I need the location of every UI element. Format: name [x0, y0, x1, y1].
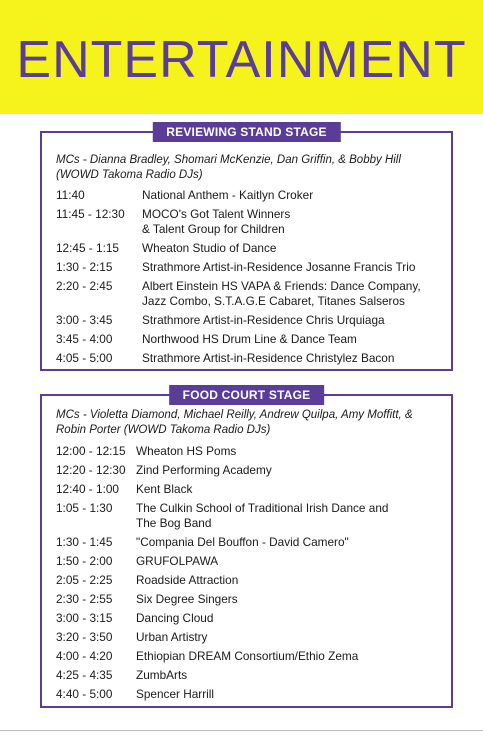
schedule-act: The Culkin School of Traditional Irish Dance and The Bog Band	[136, 501, 389, 530]
schedule-act: Urban Artistry	[136, 630, 208, 644]
food-court-stage-box	[40, 388, 453, 708]
schedule-row	[56, 444, 445, 459]
schedule-row	[56, 463, 445, 478]
schedule-act: MOCO's Got Talent Winners & Talent Group for Children	[142, 207, 291, 236]
schedule-time: 1:05 - 1:30	[56, 501, 113, 515]
mcs-note: MCs - Dianna Bradley, Shomari McKenzie, Dan Griffin, & Bobby Hill (WOWD Takoma Radio DJs)	[56, 154, 401, 181]
schedule-act: Albert Einstein HS VAPA & Friends: Dance Company, Jazz Combo, S.T.A.G.E Cabaret, Titanes Salseros	[142, 279, 421, 308]
stage-label: FOOD COURT STAGE	[169, 385, 325, 405]
schedule-act: Spencer Harrill	[136, 687, 215, 701]
schedule-list	[56, 444, 445, 706]
schedule-act: Dancing Cloud	[136, 611, 214, 625]
schedule-row	[56, 630, 445, 645]
schedule-time: 1:30 - 1:45	[56, 535, 113, 549]
schedule-time: 1:50 - 2:00	[56, 554, 113, 568]
schedule-act: Wheaton Studio of Dance	[142, 241, 277, 255]
schedule-act: National Anthem - Kaitlyn Croker	[142, 188, 314, 202]
schedule-time: 12:20 - 12:30	[56, 463, 126, 477]
schedule-row	[56, 241, 445, 256]
schedule-time: 12:45 - 1:15	[56, 241, 119, 255]
schedule-time: 3:00 - 3:45	[56, 313, 113, 327]
schedule-act: Kent Black	[136, 482, 193, 496]
schedule-time: 1:30 - 2:15	[56, 260, 113, 274]
stage-label: REVIEWING STAND STAGE	[152, 122, 340, 142]
mcs-note: MCs - Violetta Diamond, Michael Reilly, Andrew Quilpa, Amy Moffitt, & Robin Porter (WOWD Takoma Radio DJs)	[56, 409, 413, 436]
bottom-divider	[0, 730, 483, 731]
schedule-act: Roadside Attraction	[136, 573, 239, 587]
schedule-row	[56, 592, 445, 607]
schedule-row	[56, 351, 445, 366]
schedule-row	[56, 649, 445, 664]
schedule-row	[56, 501, 445, 531]
schedule-time: 2:05 - 2:25	[56, 573, 113, 587]
schedule-act: Six Degree Singers	[136, 592, 238, 606]
schedule-act: ZumbArts	[136, 668, 188, 682]
schedule-time: 3:00 - 3:15	[56, 611, 113, 625]
schedule-time: 2:30 - 2:55	[56, 592, 113, 606]
schedule-time: 11:45 - 12:30	[56, 207, 125, 221]
schedule-time: 4:05 - 5:00	[56, 351, 113, 365]
schedule-row	[56, 611, 445, 626]
schedule-row	[56, 573, 445, 588]
schedule-act: GRUFOLPAWA	[136, 554, 219, 568]
reviewing-stand-stage-box	[40, 125, 453, 371]
page-title: ENTERTAINMENT	[16, 31, 467, 89]
schedule-row	[56, 687, 445, 702]
schedule-time: 11:40	[56, 188, 85, 202]
schedule-act: Zind Performing Academy	[136, 463, 272, 477]
schedule-list	[56, 188, 445, 370]
schedule-row	[56, 332, 445, 347]
schedule-row	[56, 207, 445, 237]
schedule-time: 4:25 - 4:35	[56, 668, 113, 682]
schedule-act: Northwood HS Drum Line & Dance Team	[142, 332, 357, 346]
schedule-row	[56, 482, 445, 497]
schedule-time: 3:20 - 3:50	[56, 630, 113, 644]
schedule-act: Strathmore Artist-in-Residence Chris Urquiaga	[142, 313, 385, 327]
schedule-row	[56, 188, 445, 203]
schedule-row	[56, 668, 445, 683]
schedule-act: Strathmore Artist-in-Residence Josanne Francis Trio	[142, 260, 416, 274]
schedule-row	[56, 260, 445, 275]
schedule-row	[56, 313, 445, 328]
schedule-act: "Compania Del Bouffon - David Camero"	[136, 535, 349, 549]
schedule-time: 4:40 - 5:00	[56, 687, 113, 701]
schedule-time: 12:00 - 12:15	[56, 444, 126, 458]
schedule-row	[56, 535, 445, 550]
schedule-time: 4:00 - 4:20	[56, 649, 113, 663]
schedule-act: Strathmore Artist-in-Residence Christylez Bacon	[142, 351, 395, 365]
schedule-act: Ethiopian DREAM Consortium/Ethio Zema	[136, 649, 359, 663]
schedule-time: 2:20 - 2:45	[56, 279, 113, 293]
schedule-time: 12:40 - 1:00	[56, 482, 119, 496]
schedule-row	[56, 279, 445, 309]
schedule-time: 3:45 - 4:00	[56, 332, 113, 346]
schedule-row	[56, 554, 445, 569]
schedule-act: Wheaton HS Poms	[136, 444, 237, 458]
